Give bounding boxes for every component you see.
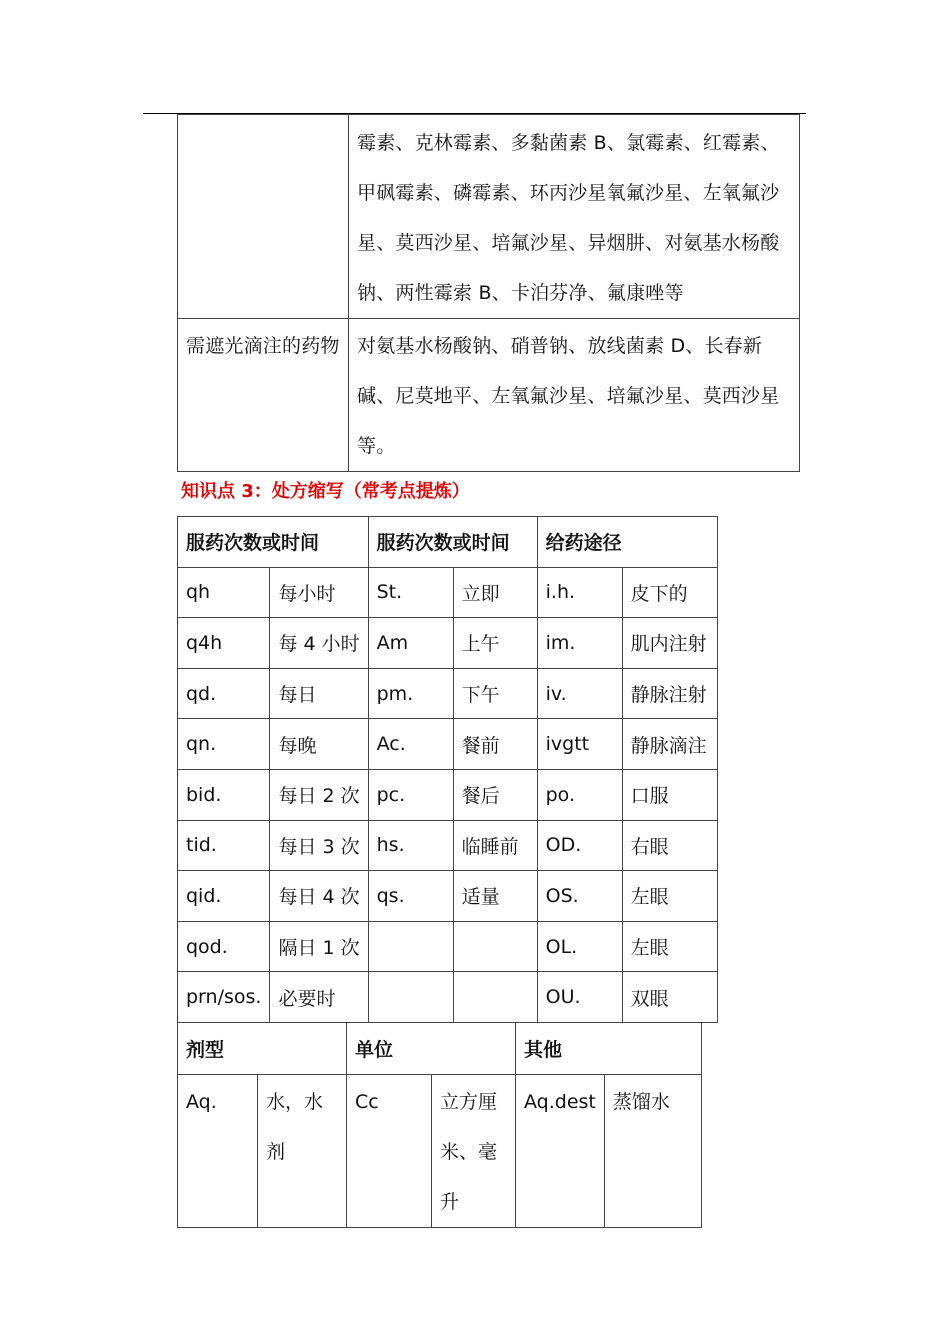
- table-row: [178, 719, 718, 770]
- column-header: 剂型: [178, 1023, 347, 1075]
- abbreviation-cell: tid.: [178, 820, 270, 871]
- meaning-cell: 上午: [453, 618, 537, 669]
- meaning-cell: 每小时: [270, 567, 368, 618]
- meaning-cell: 每日 4 次: [270, 871, 368, 922]
- abbreviation-cell: qs.: [368, 871, 453, 922]
- abbreviation-cell: OU.: [537, 972, 622, 1023]
- table-row: [178, 567, 718, 618]
- category-cell: [178, 115, 349, 319]
- meaning-cell: 每日 2 次: [270, 769, 368, 820]
- column-header: 其他: [516, 1023, 702, 1075]
- abbreviation-cell: prn/sos.: [178, 972, 270, 1023]
- table-row: [178, 871, 718, 922]
- column-header: 服药次数或时间: [368, 517, 537, 568]
- column-header: 单位: [347, 1023, 516, 1075]
- drugs-cell: 霉素、克林霉素、多黏菌素 B、氯霉素、红霉素、甲砜霉素、磷霉素、环丙沙星氧氟沙星、左氧氟沙星、莫西沙星、培氟沙星、异烟肼、对氨基水杨酸钠、两性霉索 B、卡泊芬净、氟康唑等: [349, 115, 800, 319]
- abbreviation-cell: Aq.dest: [516, 1075, 605, 1228]
- meaning-cell: 蒸馏水: [604, 1075, 701, 1228]
- abbreviation-cell: OS.: [537, 871, 622, 922]
- meaning-cell: 每晚: [270, 719, 368, 770]
- table-row: [178, 1075, 702, 1228]
- meaning-cell: 餐前: [453, 719, 537, 770]
- abbreviation-cell: qd.: [178, 668, 270, 719]
- abbreviation-cell: Aq.: [178, 1075, 258, 1228]
- table-row: [178, 769, 718, 820]
- table-row: [178, 115, 800, 319]
- abbreviation-cell: hs.: [368, 820, 453, 871]
- table-row: [178, 921, 718, 972]
- abbreviation-cell: St.: [368, 567, 453, 618]
- abbreviation-cell: pm.: [368, 668, 453, 719]
- abbreviation-cell: q4h: [178, 618, 270, 669]
- abbreviation-cell: po.: [537, 769, 622, 820]
- abbreviation-cell: iv.: [537, 668, 622, 719]
- meaning-cell: 肌内注射: [622, 618, 717, 669]
- meaning-cell: 立即: [453, 567, 537, 618]
- table-row: [178, 668, 718, 719]
- meaning-cell: 左眼: [622, 871, 717, 922]
- section-heading: 知识点 3：处方缩写（常考点提炼）: [181, 481, 470, 502]
- category-cell: 需遮光滴注的药物: [178, 319, 349, 472]
- column-header: 给药途径: [537, 517, 717, 568]
- abbreviation-cell: qn.: [178, 719, 270, 770]
- abbreviation-cell: OD.: [537, 820, 622, 871]
- abbreviation-cell: Ac.: [368, 719, 453, 770]
- meaning-cell: [453, 921, 537, 972]
- meaning-cell: 每日 3 次: [270, 820, 368, 871]
- drugs-cell: 对氨基水杨酸钠、硝普钠、放线菌素 D、长春新碱、尼莫地平、左氧氟沙星、培氟沙星、莫西沙星等。: [349, 319, 800, 472]
- meaning-cell: 立方厘米、毫升: [432, 1075, 516, 1228]
- meaning-cell: 每日: [270, 668, 368, 719]
- meaning-cell: 每 4 小时: [270, 618, 368, 669]
- meaning-cell: 静脉滴注: [622, 719, 717, 770]
- meaning-cell: 餐后: [453, 769, 537, 820]
- abbreviation-table: [177, 516, 718, 1023]
- table-header-row: [178, 1023, 702, 1075]
- meaning-cell: 口服: [622, 769, 717, 820]
- abbreviation-cell: qod.: [178, 921, 270, 972]
- abbreviation-cell: pc.: [368, 769, 453, 820]
- meaning-cell: 必要时: [270, 972, 368, 1023]
- column-header: 服药次数或时间: [178, 517, 369, 568]
- abbreviation-cell: ivgtt: [537, 719, 622, 770]
- abbreviation-cell: Cc: [347, 1075, 432, 1228]
- meaning-cell: 隔日 1 次: [270, 921, 368, 972]
- abbreviation-cell: [368, 921, 453, 972]
- table-header-row: [178, 517, 718, 568]
- table-row: [178, 972, 718, 1023]
- meaning-cell: 右眼: [622, 820, 717, 871]
- abbreviation-cell: Am: [368, 618, 453, 669]
- dosage-form-table: [177, 1022, 702, 1228]
- meaning-cell: 下午: [453, 668, 537, 719]
- meaning-cell: 静脉注射: [622, 668, 717, 719]
- table-row: [178, 319, 800, 472]
- abbreviation-cell: im.: [537, 618, 622, 669]
- table-row: [178, 820, 718, 871]
- table-row: [178, 618, 718, 669]
- abbreviation-cell: qid.: [178, 871, 270, 922]
- abbreviation-cell: OL.: [537, 921, 622, 972]
- meaning-cell: 双眼: [622, 972, 717, 1023]
- meaning-cell: 左眼: [622, 921, 717, 972]
- abbreviation-cell: qh: [178, 567, 270, 618]
- meaning-cell: 水，水剂: [258, 1075, 347, 1228]
- meaning-cell: 临睡前: [453, 820, 537, 871]
- abbreviation-cell: i.h.: [537, 567, 622, 618]
- meaning-cell: 皮下的: [622, 567, 717, 618]
- abbreviation-cell: bid.: [178, 769, 270, 820]
- abbreviation-cell: [368, 972, 453, 1023]
- drug-table: [177, 114, 800, 472]
- meaning-cell: [453, 972, 537, 1023]
- meaning-cell: 适量: [453, 871, 537, 922]
